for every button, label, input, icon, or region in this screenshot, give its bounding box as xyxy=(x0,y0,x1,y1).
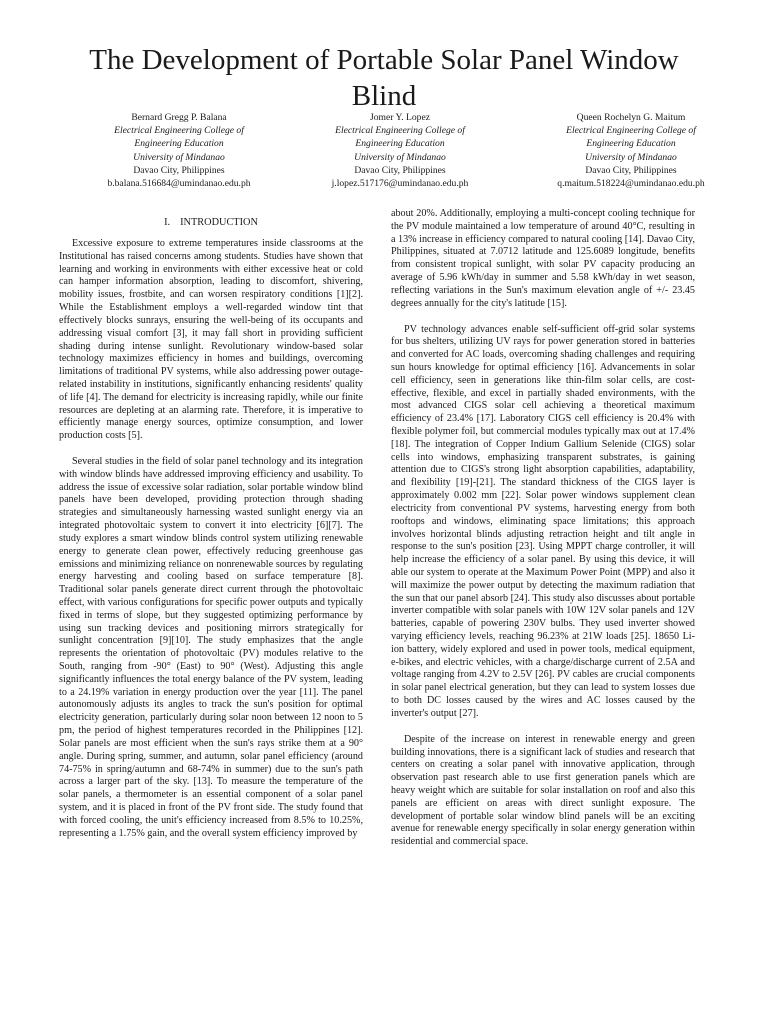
author-college: Electrical Engineering College of xyxy=(566,125,696,137)
author-university: University of Mindanao xyxy=(585,151,677,163)
author-email: b.balana.516684@umindanao.edu.ph xyxy=(107,178,251,190)
section-heading xyxy=(59,216,363,229)
author-city: Davao City, Philippines xyxy=(585,164,677,176)
author-name: Jomer Y. Lopez xyxy=(370,112,430,123)
author-department: Engineering Education xyxy=(134,138,224,150)
left-column xyxy=(59,216,363,840)
author-3 xyxy=(506,111,756,190)
author-university: University of Mindanao xyxy=(354,151,446,163)
paragraph-2-part-2: about 20%. Additionally, employing a multi-concept cooling technique for the PV module maintained a low temperature of around 40°C, resulting in a 13% increase in efficiency compared to natural cooling [14]. Davao City, Philippines, situated at 7.0712 latitude and 125.6089 longitude, benefits from consistent tropical sunlight, with solar PV capacity producing an average of 5.96 kWh/day in summer and 5.58 kWh/day in wet season, reflecting variations in the Sun's maximum elevation angle of +/- 23.45 degrees annually for the city's latitude [15]. xyxy=(391,208,695,309)
author-department: Engineering Education xyxy=(586,138,676,150)
author-1 xyxy=(54,111,304,190)
author-name: Queen Rochelyn G. Maitum xyxy=(576,112,686,123)
section-number: I. xyxy=(164,217,171,228)
author-university: University of Mindanao xyxy=(133,151,225,163)
paragraph-1: Excessive exposure to extreme temperatures inside classrooms at the Institutional has raised concerns among students. Studies have shown that learning and working in environments with either excessive heat or cold can hamper information absorption, leading to discomfort, shivering, mobility issues, frostbite, and can worsen respiratory conditions [1][2]. While the Establishment employs a well-regarded window tint that effectively blocks sunrays, ensuring the well-being of its occupants and addressing visual comfort [3], it may fall short in providing sufficient shading during intense sunlight. Revolutionary window-based solar technology maximizes efficiency in homes and buildings, overcoming limitations of traditional PV systems, while also addressing power outage-related instability in institutions, significantly enhancing residents' quality of life [4]. The demand for electricity is increasing rapidly, while our finite resources are depleting at an alarming rate. Therefore, it is imperative to efficiently manage energy sources, optimize consumption, and lower production costs [5]. xyxy=(59,238,363,442)
author-college: Electrical Engineering College of xyxy=(114,125,244,137)
author-email: q.maitum.518224@umindanao.edu.ph xyxy=(557,178,705,190)
author-2 xyxy=(275,111,525,190)
paper-title: The Development of Portable Solar Panel Window Blind xyxy=(89,44,679,112)
author-name: Bernard Gregg P. Balana xyxy=(131,112,227,123)
paragraph-3: PV technology advances enable self-sufficient off-grid solar systems for bus shelters, utilizing UV rays for power generation stored in batteries and converted for AC loads, overcoming shading challenges and requiring sun hours knowledge for optimal efficiency [16]. Advancements in solar cell efficiency, seen in generations like thin-film solar cells, are cost-effective, flexible, and excel in partially shaded environments, with the most advanced CIGS solar cell achieving a theoretical maximum efficiency of 23.4% [17]. Laboratory CIGS cell efficiency is 20.4% with flexible polymer foil, but commercial modules typically max out at 17.4% [18]. The integration of Copper Indium Gallium Selenide (CIGS) solar cells into windows, emphasizing transparent substrates, is gaining attention due to CIGS's strong light absorption capabilities, adaptability, and flexibility [19]-[21]. The standard thickness of the CIGS layer is approximately 0.002 mm [22]. Solar power windows supplement clean electricity from conventional PV systems, harvesting energy from both rooftops and windows, eliminating space limitations; this approach involves horizontal blinds adjusting retraction height and tilt angle in response to the sun's position [23]. Using MPPT charge controller, it will help increase the efficiency of a solar panel. By using this device, it will able our system to operate at the Maximum Power Point (MPP) and also it will maximize the power output by detecting the maximum radiation that the sun that our panel absorb [24]. This study also discusses about portable inverter compatible with solar panels with 10W 12V solar panels and 12V batteries, capable of powering 230V bulbs. They used inverter showed varying efficiency levels, reaching 96.23% at 21W loads [25]. 18650 Li-ion battery, widely explored and used in power tools, medical equipment, e-bikes, and electric vehicles, with a charge/discharge current of 2.5A and voltage ranging from 4.2V to 2.5V [26]. PV cables are crucial components in solar panel electrical generation, but they can lead to system losses due to both DC losses caused by the wires and AC losses caused by the inverter's output [27]. xyxy=(391,323,695,719)
author-email: j.lopez.517176@umindanao.edu.ph xyxy=(331,178,469,190)
right-column xyxy=(391,208,695,849)
paragraph-4: Despite of the increase on interest in renewable energy and green building innovations, there is a significant lack of studies and research that centers on creating a solar panel with innovative application, through observation past research able to use first generation panels which are heavy weight which are suitable for solar installation on roof and also this panels are efficient on areas with direct sunlight exposure. The development of portable solar window blind panels will be an exciting avenue for renewable energy specifically in solar energy generation within residential and commercial space. xyxy=(391,733,695,848)
section-title: INTRODUCTION xyxy=(180,217,258,228)
author-college: Electrical Engineering College of xyxy=(335,125,465,137)
author-city: Davao City, Philippines xyxy=(354,164,446,176)
author-department: Engineering Education xyxy=(355,138,445,150)
paragraph-2-part-1: Several studies in the field of solar panel technology and its integration with window blinds have addressed improving efficiency and usability. To address the issue of excessive solar radiation, solar portable window blind panels have been developed, providing protection through shading strategies and simultaneously harnessing wasted sunlight energy via an integrated photovoltaic system to convert it into electricity [6][7]. The study explores a smart window blinds control system utilizing renewable energy to generate clean power, effectively reducing greenhouse gas emissions and minimizing reliance on nonrenewable sources by regulating energy harvesting and cooling based on surface temperature [8]. Traditional solar panels generate direct current through the photovoltaic effect, with various configurations for specific power outputs and typically fixed in terms of slope, but they suggested optimizing performance by using sun tracking devices and positioning mirrors strategically for sunlight concentration [9][10]. The study emphasizes that the angle represents the orientation of photovoltaic (PV) modules relative to the South, ranging from -90° (East) to 90° (West). Adjusting this angle significantly influences the total energy balance of the PV system, leading to a 24.19% variation in energy production over the year [11]. The panel autonomously adjusts its angles to track the sun's position for optimal electricity generation, particularly during solar noon between 12 noon to 5 pm, the period of highest temperatures recorded in the Philippines [12]. Solar panels are most efficient when the sun's rays strike them at a 90° angle. During spring, summer, and autumn, solar panel efficiency (around 74-75% in spring/autumn and 68-74% in summer) due to the sun's path across a larger part of the sky. [13]. To measure the temperature of the solar panels, a thermometer is an essential component of a solar panel system, and it is placed in front of the PV front side. The study found that with forced cooling, the unit's efficiency increased from 8.5% to 10.25%, representing a 1.75% gain, and the overall system efficiency improved by xyxy=(59,456,363,839)
author-city: Davao City, Philippines xyxy=(133,164,225,176)
